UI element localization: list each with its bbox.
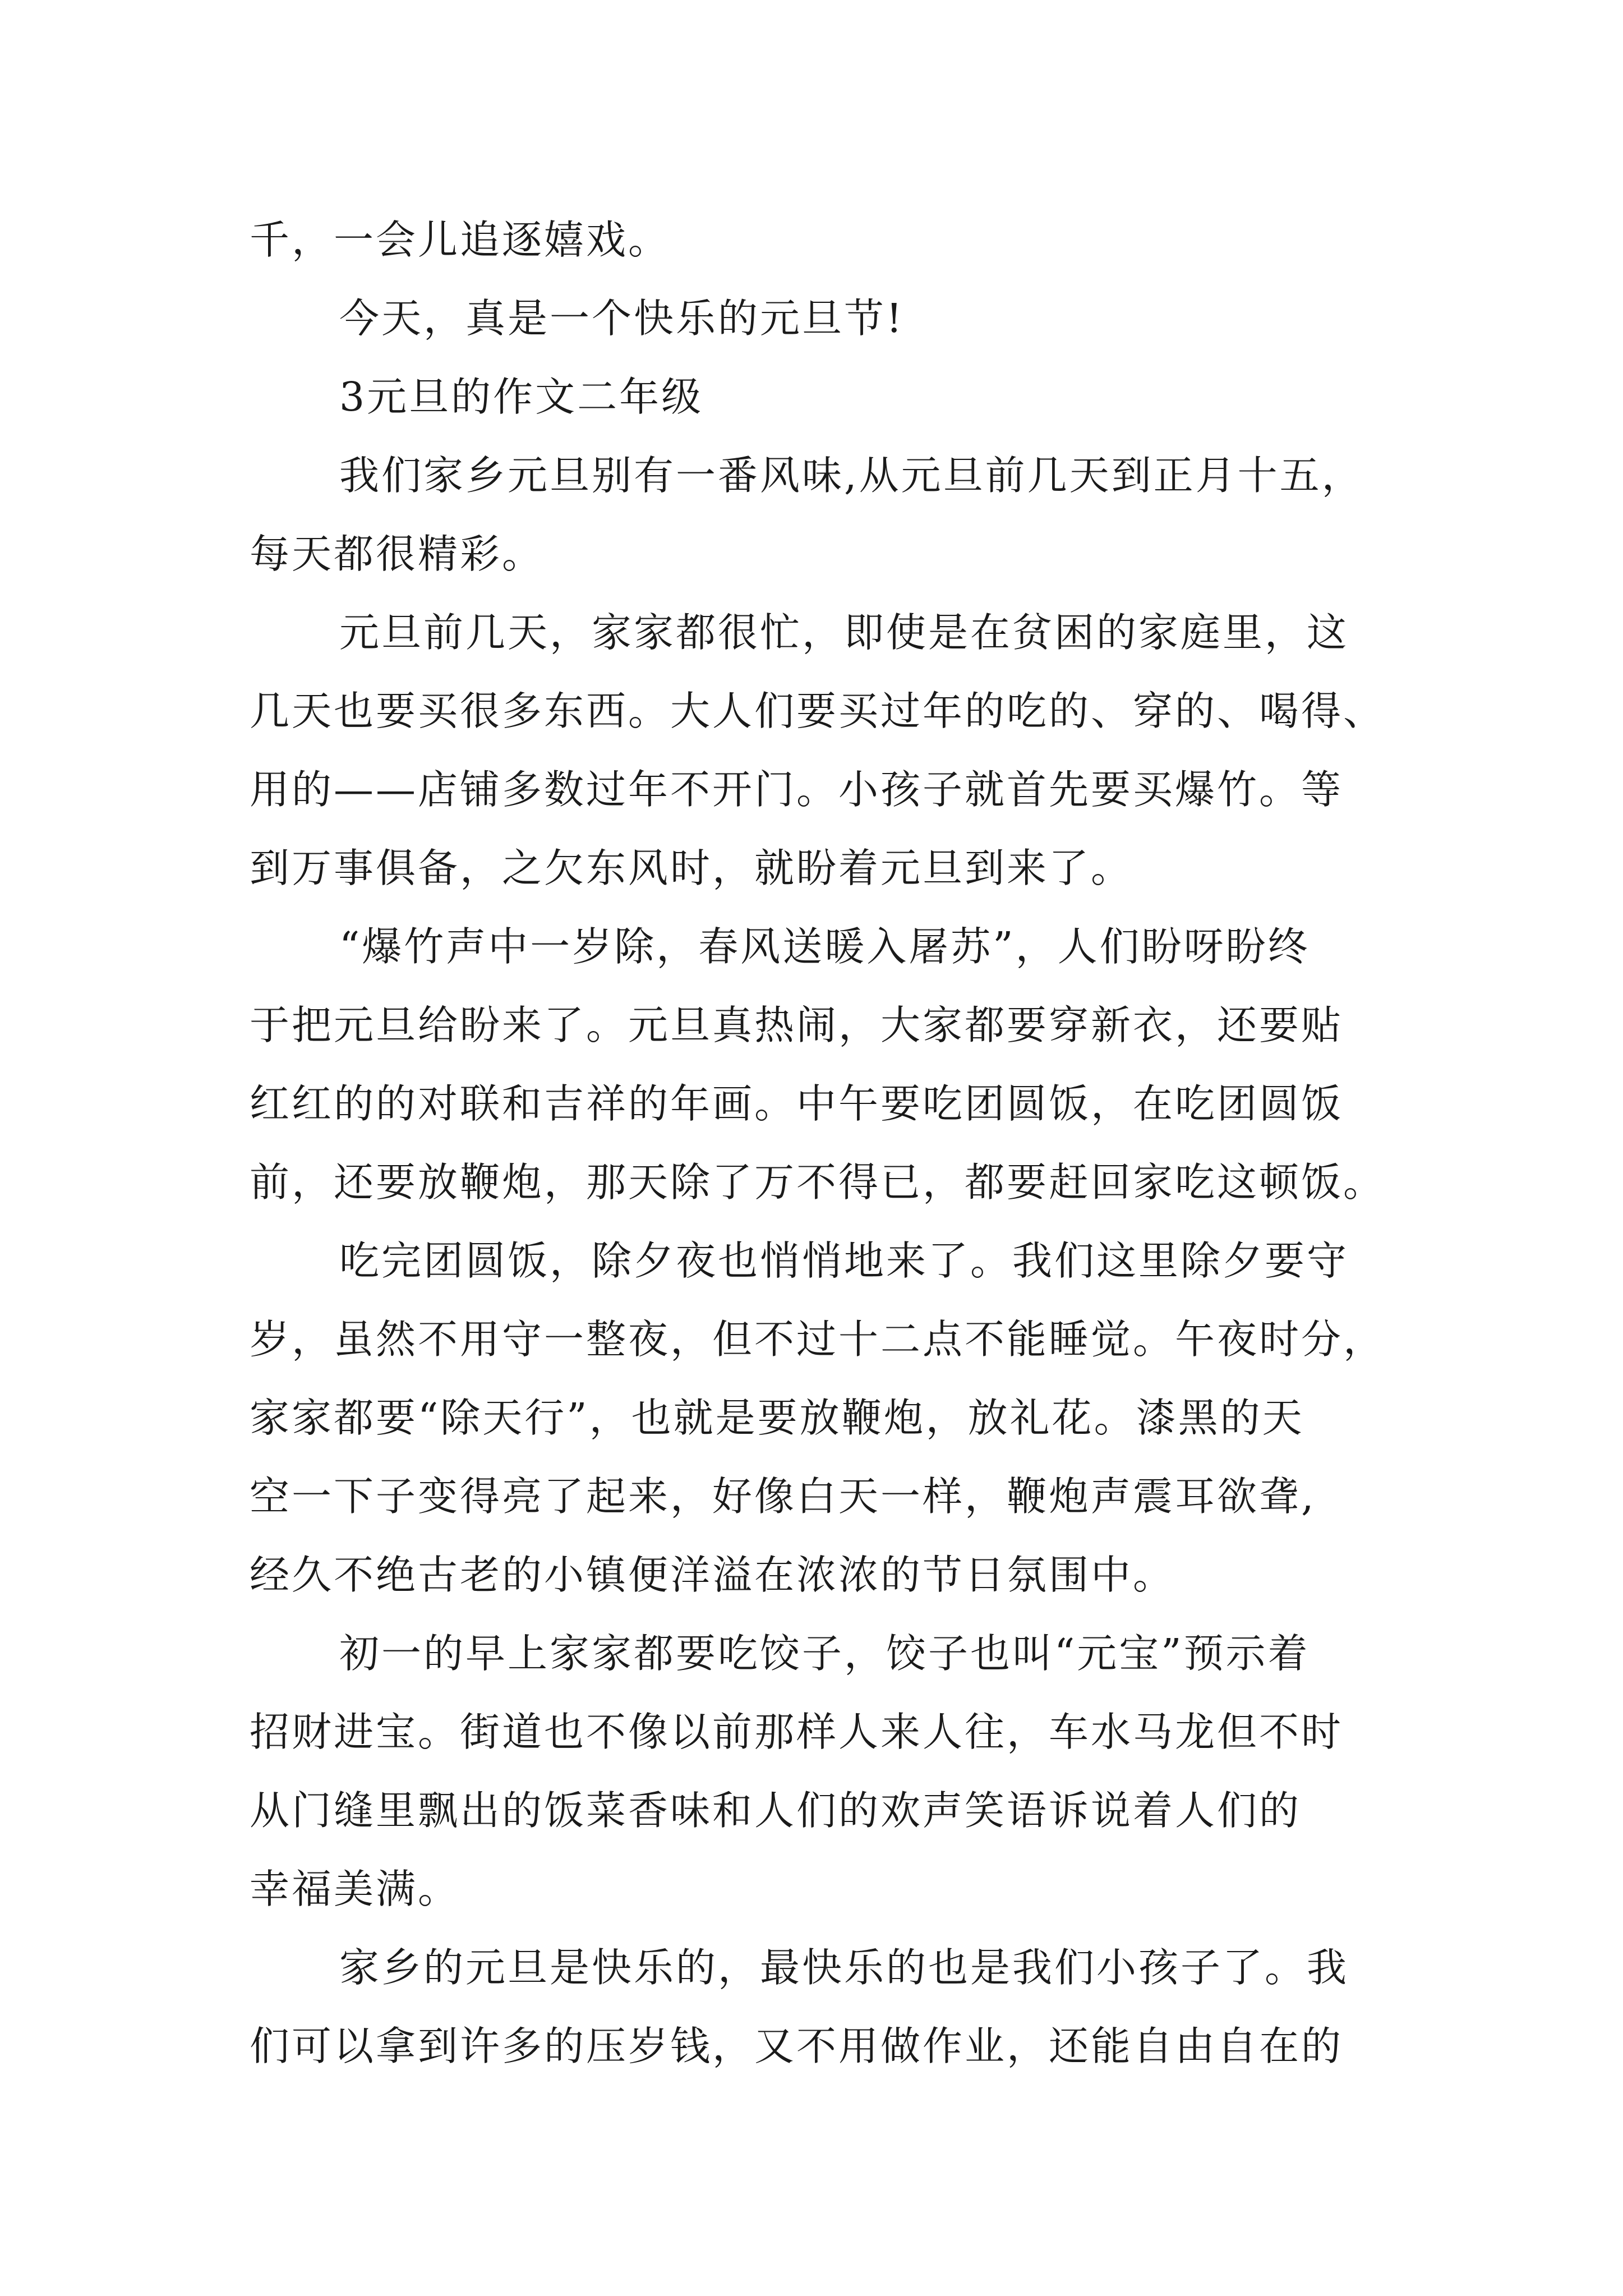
text-line: 元旦前几天，家家都很忙，即使是在贫困的家庭里，这 <box>339 609 1349 656</box>
text-line: 用的——店铺多数过年不开门。小孩子就首先要买爆竹。等 <box>250 766 1344 813</box>
text-line: 于把元旦给盼来了。元旦真热闹，大家都要穿新衣，还要贴 <box>250 1002 1344 1048</box>
text-line: 几天也要买很多东西。大人们要买过年的吃的、穿的、喝得、 <box>250 688 1386 734</box>
text-line: 招财进宝。街道也不像以前那样人来人往，车水马龙但不时 <box>250 1709 1344 1755</box>
text-line: 空一下子变得亮了起来，好像白天一样，鞭炮声震耳欲聋, <box>250 1473 1316 1520</box>
text-line: 每天都很精彩。 <box>250 531 545 577</box>
text-line: 从门缝里飘出的饭菜香味和人们的欢声笑语诉说着人们的 <box>250 1787 1302 1834</box>
text-line: 我们家乡元旦别有一番风味,从元旦前几天到正月十五， <box>339 452 1364 499</box>
text-line: 家家都要“除天行”，也就是要放鞭炮，放礼花。漆黑的天 <box>250 1395 1304 1441</box>
text-line: 经久不绝古老的小镇便洋溢在浓浓的节日氛围中。 <box>250 1552 1175 1598</box>
text-line: 吃完团圆饭，除夕夜也悄悄地来了。我们这里除夕要守 <box>339 1237 1349 1284</box>
text-line: 千，一会儿追逐嬉戏。 <box>250 217 671 263</box>
text-line: 到万事俱备，之欠东风时，就盼着元旦到来了。 <box>250 845 1133 891</box>
text-line: 前，还要放鞭炮，那天除了万不得已，都要赶回家吃这顿饭。 <box>250 1159 1386 1205</box>
text-line: “爆竹声中一岁除，春风送暖入屠苏”，人们盼呀盼终 <box>339 923 1310 970</box>
text-line: 今天，真是一个快乐的元旦节! <box>339 295 905 342</box>
text-line: 家乡的元旦是快乐的，最快乐的也是我们小孩子了。我 <box>339 1944 1349 1991</box>
section-heading: 3元旦的作文二年级 <box>339 374 704 420</box>
text-line: 幸福美满。 <box>250 1866 460 1912</box>
text-line: 岁，虽然不用守一整夜，但不过十二点不能睡觉。午夜时分， <box>250 1316 1386 1363</box>
text-line: 们可以拿到许多的压岁钱，又不用做作业，还能自由自在的 <box>250 2023 1344 2069</box>
text-line: 初一的早上家家都要吃饺子，饺子也叫“元宝”预示着 <box>339 1630 1310 1677</box>
text-line: 红红的的对联和吉祥的年画。中午要吃团圆饭，在吃团圆饭 <box>250 1080 1344 1127</box>
